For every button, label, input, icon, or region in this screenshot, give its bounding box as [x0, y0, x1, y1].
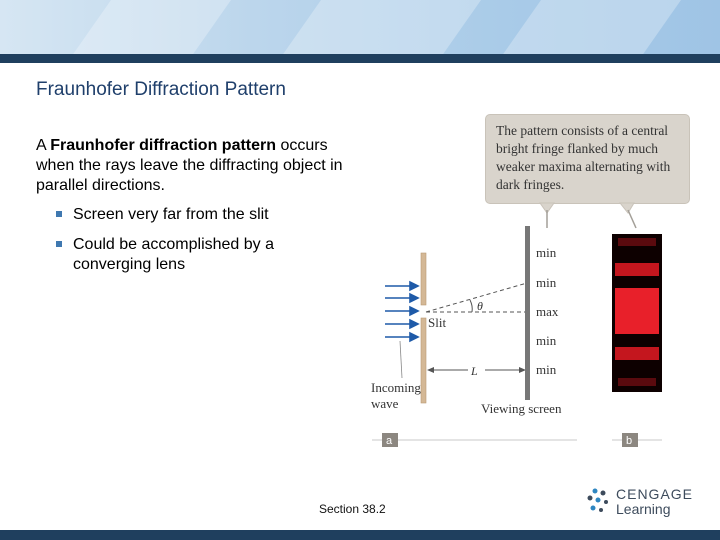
logo-text-cengage: CENGAGE	[616, 486, 694, 502]
intro-prefix: A	[36, 137, 51, 154]
section-label: Section 38.2	[319, 502, 386, 516]
slit-barrier-top	[421, 253, 426, 305]
incoming-label: Incoming	[371, 380, 421, 395]
bullet-text: Could be accomplished by a converging lens	[73, 236, 275, 273]
slit-barrier-bottom	[421, 318, 426, 403]
viewing-screen	[525, 226, 530, 400]
intro-bold-term: Fraunhofer diffraction pattern	[50, 137, 277, 154]
intro-rest: occurs when the rays leave the diffracting object in parallel directions.	[36, 137, 343, 194]
incoming-label: wave	[371, 396, 399, 411]
fringe-label: min	[536, 362, 557, 377]
callout-pointer-b	[620, 203, 634, 213]
cengage-dots-icon	[586, 487, 614, 517]
incoming-pointer	[400, 341, 402, 378]
logo-text-learning: Learning	[616, 501, 671, 517]
fringe-label: min	[536, 275, 557, 290]
panel-a-label: a	[386, 435, 393, 447]
cengage-logo	[586, 486, 696, 518]
fringe-label: min	[536, 333, 557, 348]
fringe-pattern-image	[612, 234, 662, 392]
fringe-label: min	[536, 245, 557, 260]
fringe-label: max	[536, 304, 559, 319]
theta-arc	[470, 300, 472, 312]
theta-label: θ	[477, 299, 483, 313]
distance-label: L	[471, 364, 478, 378]
figure-callout: The pattern consists of a central bright fringe flanked by much weaker maxima alternating with dark fringes.	[485, 114, 690, 204]
panel-b-label: b	[626, 435, 633, 447]
distance-arrow-left	[427, 367, 434, 373]
bullet-text: Screen very far from the slit	[73, 206, 269, 223]
incoming-wave-arrows	[385, 282, 418, 341]
callout-line-b	[628, 210, 636, 228]
distance-arrow-right	[519, 367, 526, 373]
slit-label: Slit	[428, 315, 447, 330]
screen-label: Viewing screen	[481, 401, 562, 416]
slide-title: Fraunhofer Diffraction Pattern	[36, 79, 286, 100]
bottom-bar	[0, 530, 720, 540]
